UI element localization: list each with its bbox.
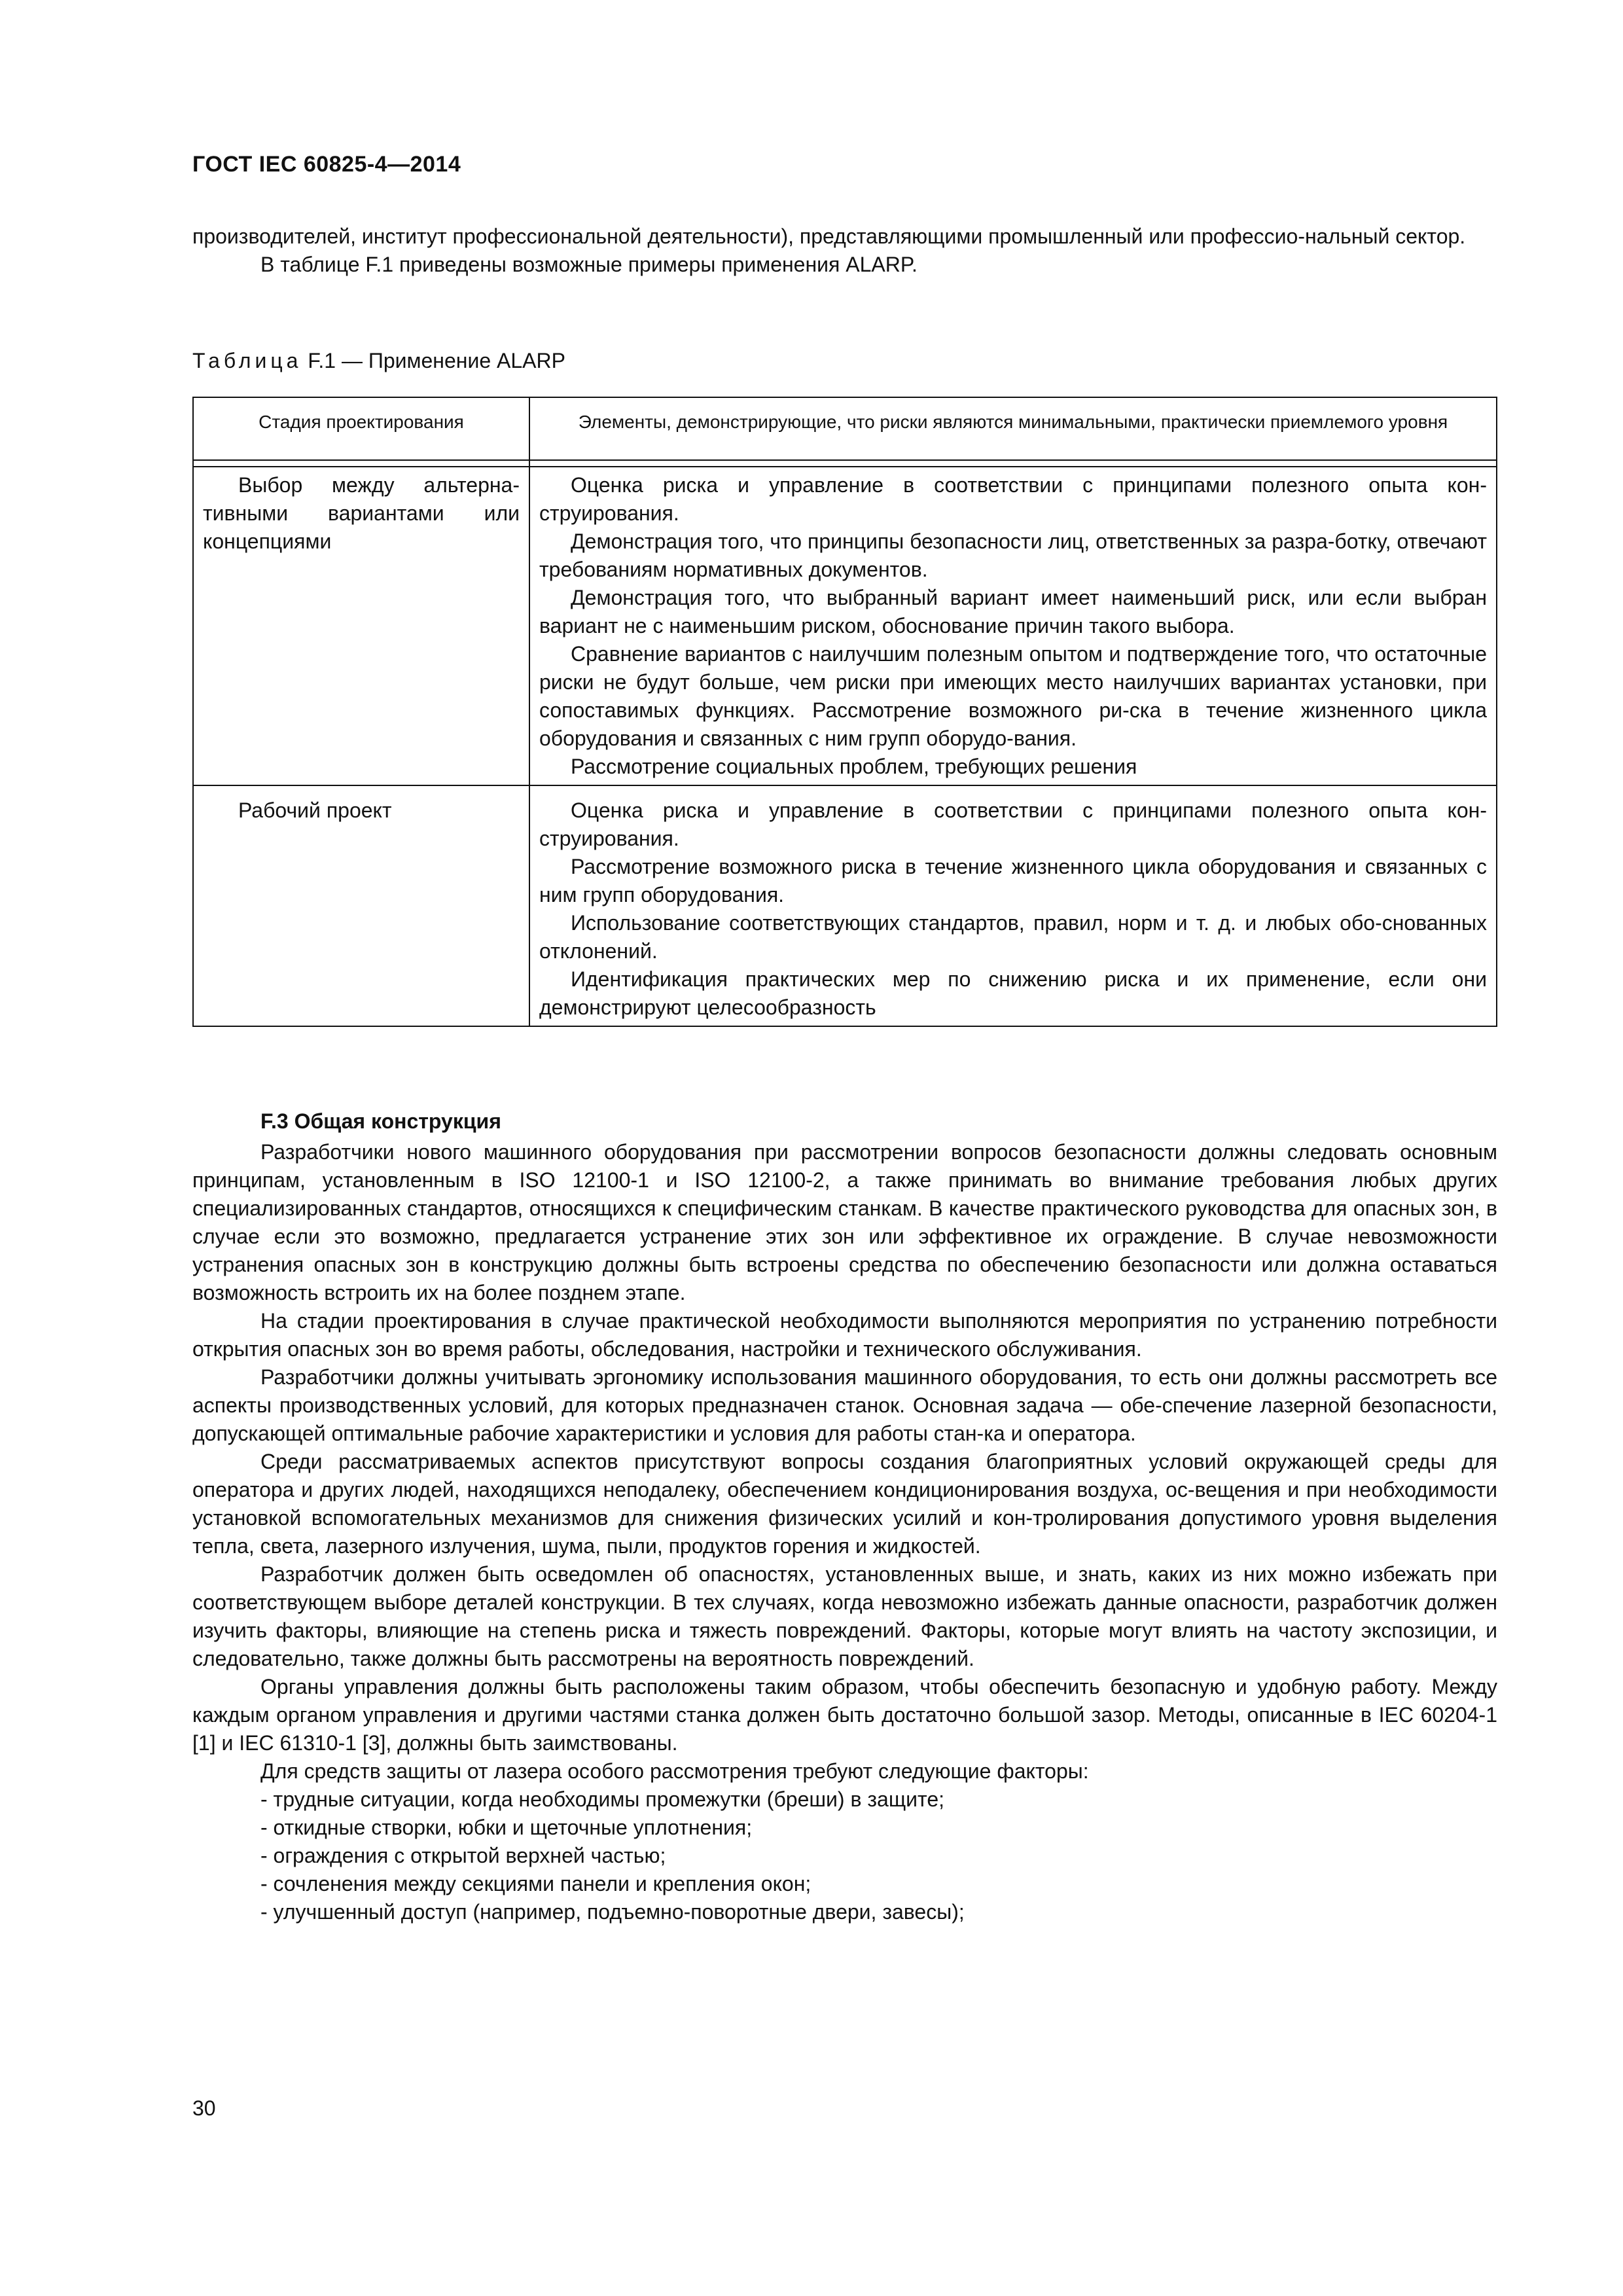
element-item: Рассмотрение социальных проблем, требующих решения (571, 755, 1137, 778)
stage-cell (193, 467, 529, 785)
element-item: Оценка риска и управление в соответствии с принципами полезного опыта кон-струирования. (539, 798, 1487, 850)
element-item: Использование соответствующих стандартов, правил, норм и т. д. и любых обо-снованных отклонений. (539, 911, 1487, 963)
table-caption (192, 349, 565, 373)
element-item: Демонстрация того, что выбранный вариант имеет наименьший риск, или если выбран вариант не с наименьшим риском, обоснование причин такого выбора. (539, 586, 1487, 637)
section-paragraph: Для средств защиты от лазера особого рассмотрения требуют следующие факторы: (260, 1759, 1089, 1783)
list-item: - сочленения между секциями панели и крепления окон; (260, 1872, 812, 1895)
section-paragraph: Разработчик должен быть осведомлен об опасностях, установленных выше, и знать, каких из них можно избежать при соответствующем выборе деталей конструкции. В тех случаях, когда невозможно избежать данные опасности, разработчик должен изучить факторы, влияющие на степень риска и тяжесть повреждений. Факторы, которые могут влиять на частоту экспозиции, и следовательно, также должны быть рассмотрены на вероятность повреждений. (192, 1562, 1497, 1670)
column-header-elements: Элементы, демонстрирующие, что риски являются минимальными, практически приемлемого уровня (529, 397, 1497, 460)
section-general-design (192, 1107, 1497, 1926)
column-header-stage: Стадия проектирования (193, 397, 529, 460)
table-header-row (193, 397, 1497, 460)
list-item: - трудные ситуации, когда необходимы промежутки (бреши) в защите; (260, 1787, 945, 1811)
list-item: - ограждения с открытой верхней частью; (260, 1844, 666, 1867)
section-paragraph: Органы управления должны быть расположены таким образом, чтобы обеспечить безопасную и удобную работу. Между каждым органом управления и другими частями станка должен быть достаточно большой зазор. Методы, описанные в IEC 60204-1 [1] и IEC 61310-1 [3], должны быть заимствованы. (192, 1675, 1497, 1755)
elements-cell (529, 785, 1497, 1026)
element-item: Демонстрация того, что принципы безопасности лиц, ответственных за разра-ботку, отвечают требованиям нормативных документов. (539, 529, 1487, 581)
table-caption-label: Таблица (192, 349, 302, 372)
section-paragraph: Разработчики должны учитывать эргономику использования машинного оборудования, то есть они должны рассмотреть все аспекты производственных условий, для которых предназначен станок. Основная задача — обе-спечение лазерной безопасности, допускающей оптимальные рабочие характеристики и условия для работы стан-ка и оператора. (192, 1365, 1497, 1445)
section-heading: F.3 Общая конструкция (260, 1109, 501, 1133)
stage-text: Выбор между альтерна-тивными вариантами или концепциями (203, 473, 520, 553)
section-paragraph: На стадии проектирования в случае практической необходимости выполняются мероприятия по устранению потребности открытия опасных зон во время работы, обследования, настройки и технического обслуживания. (192, 1309, 1497, 1361)
intro-paragraph: производителей, институт профессиональной деятельности), представляющими промышленный или профессио-нальный сектор. (192, 224, 1466, 248)
section-paragraph: Разработчики нового машинного оборудования при рассмотрении вопросов безопасности должны следовать основным принципам, установленным в ISO 12100-1 и ISO 12100-2, а также принимать во внимание требования любых других специализированных стандартов, относящихся к специфическим станкам. В качестве практического руководства для опасных зон, в случае если это возможно, предлагается устранение этих зон или эффективное их ограждение. В случае невозможности устранения опасных зон в конструкцию должны быть встроены средства по обеспечению безопасности или должна оставаться возможность встроить их на более позднем этапе. (192, 1140, 1497, 1304)
table-row (193, 785, 1497, 1026)
stage-text: Рабочий проект (238, 798, 392, 822)
stage-cell (193, 785, 529, 1026)
element-item: Оценка риска и управление в соответствии с принципами полезного опыта кон-струирования. (539, 473, 1487, 525)
list-item: - улучшенный доступ (например, подъемно-поворотные двери, завесы); (260, 1900, 965, 1924)
element-item: Рассмотрение возможного риска в течение жизненного цикла оборудования и связанных с ним групп оборудования. (539, 855, 1487, 906)
table-separator (193, 460, 1497, 467)
element-item: Идентификация практических мер по снижению риска и их применение, если они демонстрируют целесообразность (539, 967, 1487, 1019)
page-number: 30 (192, 2096, 216, 2120)
standard-code: ГОСТ IEC 60825-4—2014 (192, 152, 461, 177)
intro-text (192, 223, 1497, 279)
table-caption-title: F.1 — Применение ALARP (308, 349, 565, 372)
table-row (193, 467, 1497, 785)
intro-paragraph: В таблице F.1 приведены возможные примеры применения ALARP. (260, 253, 918, 276)
section-paragraph: Среди рассматриваемых аспектов присутствуют вопросы создания благоприятных условий окружающей среды для оператора и других людей, находящихся неподалеку, обеспечением кондиционирования воздуха, ос-вещения и при необходимости установкой вспомогательных механизмов для снижения физических усилий и кон-тролирования допустимого уровня выделения тепла, света, лазерного излучения, шума, пыли, продуктов горения и жидкостей. (192, 1450, 1497, 1558)
list-item: - откидные створки, юбки и щеточные уплотнения; (260, 1816, 753, 1839)
elements-cell (529, 467, 1497, 785)
alarp-table (192, 397, 1497, 1027)
factors-list (192, 1785, 1497, 1926)
element-item: Сравнение вариантов с наилучшим полезным опытом и подтверждение того, что остаточные риски не будут больше, чем риски при имеющих место наилучших вариантах установки, при сопоставимых функциях. Рассмотрение возможного ри-ска в течение жизненного цикла оборудования и связанных с ним групп оборудо-вания. (539, 642, 1487, 750)
